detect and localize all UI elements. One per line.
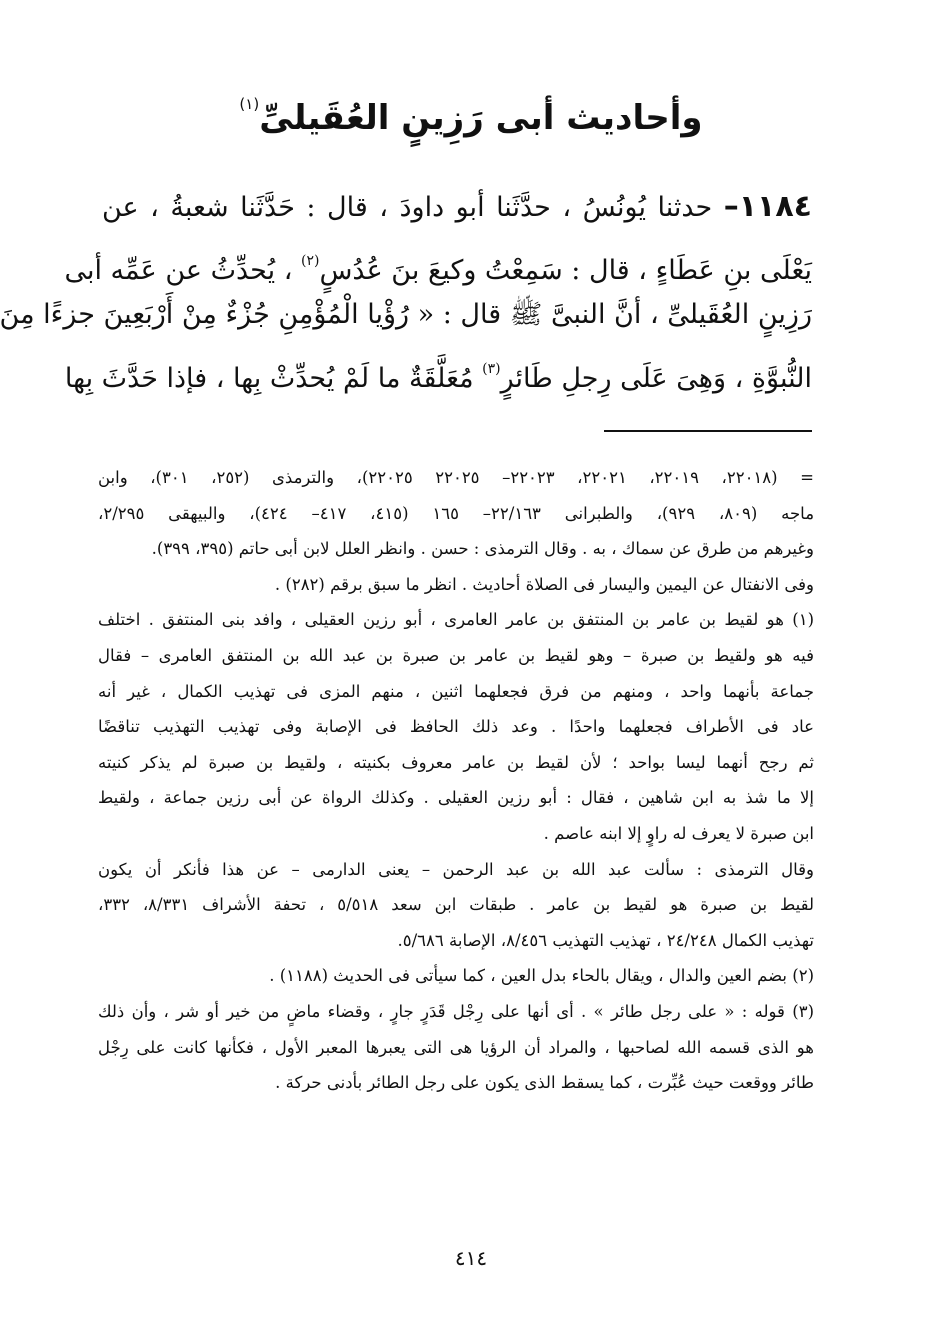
- footnote-1-line: تهذيب الكمال ٢٤/٢٤٨ ، تهذيب التهذيب ٨/٤٥٦، الإصابة ٥/٦٨٦.: [397, 930, 814, 950]
- hadith-line-2: [64, 234, 812, 288]
- footnote-1-line: جماعة بأنهما واحد ، ومنهم من فرق فجعلهما اثنين ، منهم المزى فى تهذيب الكمال ، غير أنه: [98, 681, 814, 701]
- footnote-1-line: فيه هو ولقيط بن صبرة – وهو لقيط بن عامر بن صبرة بن عبد الله بن المنتفق العامرى – فقال: [98, 645, 814, 665]
- footnote-2-line: (٢) بضم العين والدال ، ويقال بالحاء بدل العين ، كما سيأتى فى الحديث (١١٨٨) .: [269, 966, 814, 986]
- section-title-footnote-ref: (١): [239, 95, 260, 113]
- footnote-1-line: ثم رجح أنهما ليسا بواحد ؛ لأن لقيط بن عامر معروف بكنيته ، ولقيط بن صبرة لم يذكر كنيته: [98, 752, 814, 772]
- book-page: [2, 0, 940, 1336]
- hadith-text: [0, 180, 812, 396]
- section-title-text: وأحاديث أبى رَزِينٍ العُقَيلىِّ: [259, 98, 703, 138]
- footnote-1-line: عاد فى الأطراف فجعلهما واحدًا . وعد ذلك الحافظ فى الإصابة وفى تهذيب التهذيب تناقضًا: [98, 717, 814, 737]
- footnote-1-line: إلا ما شذ به ابن شاهين ، فقال : أبو رزين العقيلى . وكذلك الرواة عن أبى رزين جماعة ، ولقيط: [98, 788, 814, 808]
- footnote-ref-2: (٢): [301, 253, 320, 269]
- hadith-line-2-text-b: ، يُحدِّثُ عن عَمِّه أبى: [64, 255, 301, 286]
- hadith-line-1: [102, 180, 812, 234]
- footnote-separator: [604, 430, 812, 432]
- hadith-number: ١١٨٤–: [723, 189, 812, 224]
- hadith-line-2-text-a: يَعْلَى بنِ عَطَاءٍ ، قال : سَمِعْتُ وكيعَ بنَ عُدُسٍ: [319, 255, 812, 286]
- footnote-1-line: لقيط بن صبرة هو لقيط بن عامر . طبقات ابن سعد ٥/٥١٨ ، تحفة الأشراف ٨/٣٣١، ٣٣٢،: [98, 895, 814, 915]
- footnote-ref-3: (٣): [482, 361, 501, 377]
- footnote-line: ماجه (٨٠٩، ٩٢٩)، والطبرانى ٢٢/١٦٣– ١٦٥ (٤١٥، ٤١٧– ٤٢٤)، والبيهقى ٢/٢٩٥،: [98, 503, 815, 523]
- hadith-line-4: [64, 342, 812, 396]
- footnote-1-line: وقال الترمذى : سألت عبد الله بن عبد الرحمن – يعنى الدارمى – عن هذا فأنكر أن يكون: [98, 859, 814, 879]
- footnote-1-line: (١) هو لقيط بن عامر بن المنتفق بن عامر العامرى ، أبو رزين العقيلى ، وافد بنى المنتفق . اختلف: [98, 610, 814, 630]
- footnote-line: = (٢٢٠١٨، ٢٢٠١٩، ٢٢٠٢١، ٢٢٠٢٣– ٢٢٠٢٥ ٢٢٠٢٥)، والترمذى (٢٥٢، ٣٠١)، وابن: [98, 468, 814, 487]
- hadith-line-4-text-b: مُعَلَّقَةٌ ما لَمْ يُحدِّثْ بِها ، فإذا حَدَّثَ بِها: [64, 363, 483, 394]
- hadith-line-3: رَزِينٍ العُقَيلىِّ ، أنَّ النبىَّ ﷺ قال : « رُؤْيا الْمُؤْمِنِ جُزْءٌ مِنْ أَرْبَعِينَ جزءًا مِنَ: [0, 299, 812, 330]
- footnotes: [98, 460, 814, 1101]
- footnote-1-line: ابن صبرة لا يعرف له راوٍ إلا ابنه عاصم .: [543, 823, 814, 843]
- footnote-line: وفى الانفتال عن اليمين واليسار فى الصلاة أحاديث . انظر ما سبق برقم (٢٨٢) .: [274, 574, 814, 594]
- page-number: ٤١٤: [454, 1246, 488, 1270]
- footnote-3-line: طائر ووقعت حيث عُبِّرت ، كما يسقط الذى يكون على رجل الطائر بأدنى حركة .: [275, 1073, 814, 1093]
- hadith-line-4-text-a: النُّبوَّةِ ، وَهِىَ عَلَى رِجلِ طَائرٍ: [500, 363, 812, 394]
- footnote-3-line: (٣) قوله : « على رجل طائر » . أى أنها على رِجْل قَدَرٍ جارٍ ، وقضاء ماضٍ من خير أو شر ، وأن ذلك: [98, 1001, 814, 1021]
- section-title: [2, 78, 940, 144]
- footnote-3-line: هو الذى قسمه الله لصاحبها ، والمراد أن الرؤيا هى التى يعبرها المعبر الأول ، فكأنها كانت على رِجْل: [98, 1037, 814, 1057]
- footnote-line: وغيرهم من طرق عن سماك ، به . وقال الترمذى : حسن . وانظر العلل لابن أبى حاتم (٣٩٥، ٣٩٩).: [151, 539, 814, 559]
- hadith-line-1-text: حدثنا يُونُسُ ، حدَّثَنا أبو داودَ ، قال : حَدَّثَنا شعبةُ ، عن: [102, 192, 724, 223]
